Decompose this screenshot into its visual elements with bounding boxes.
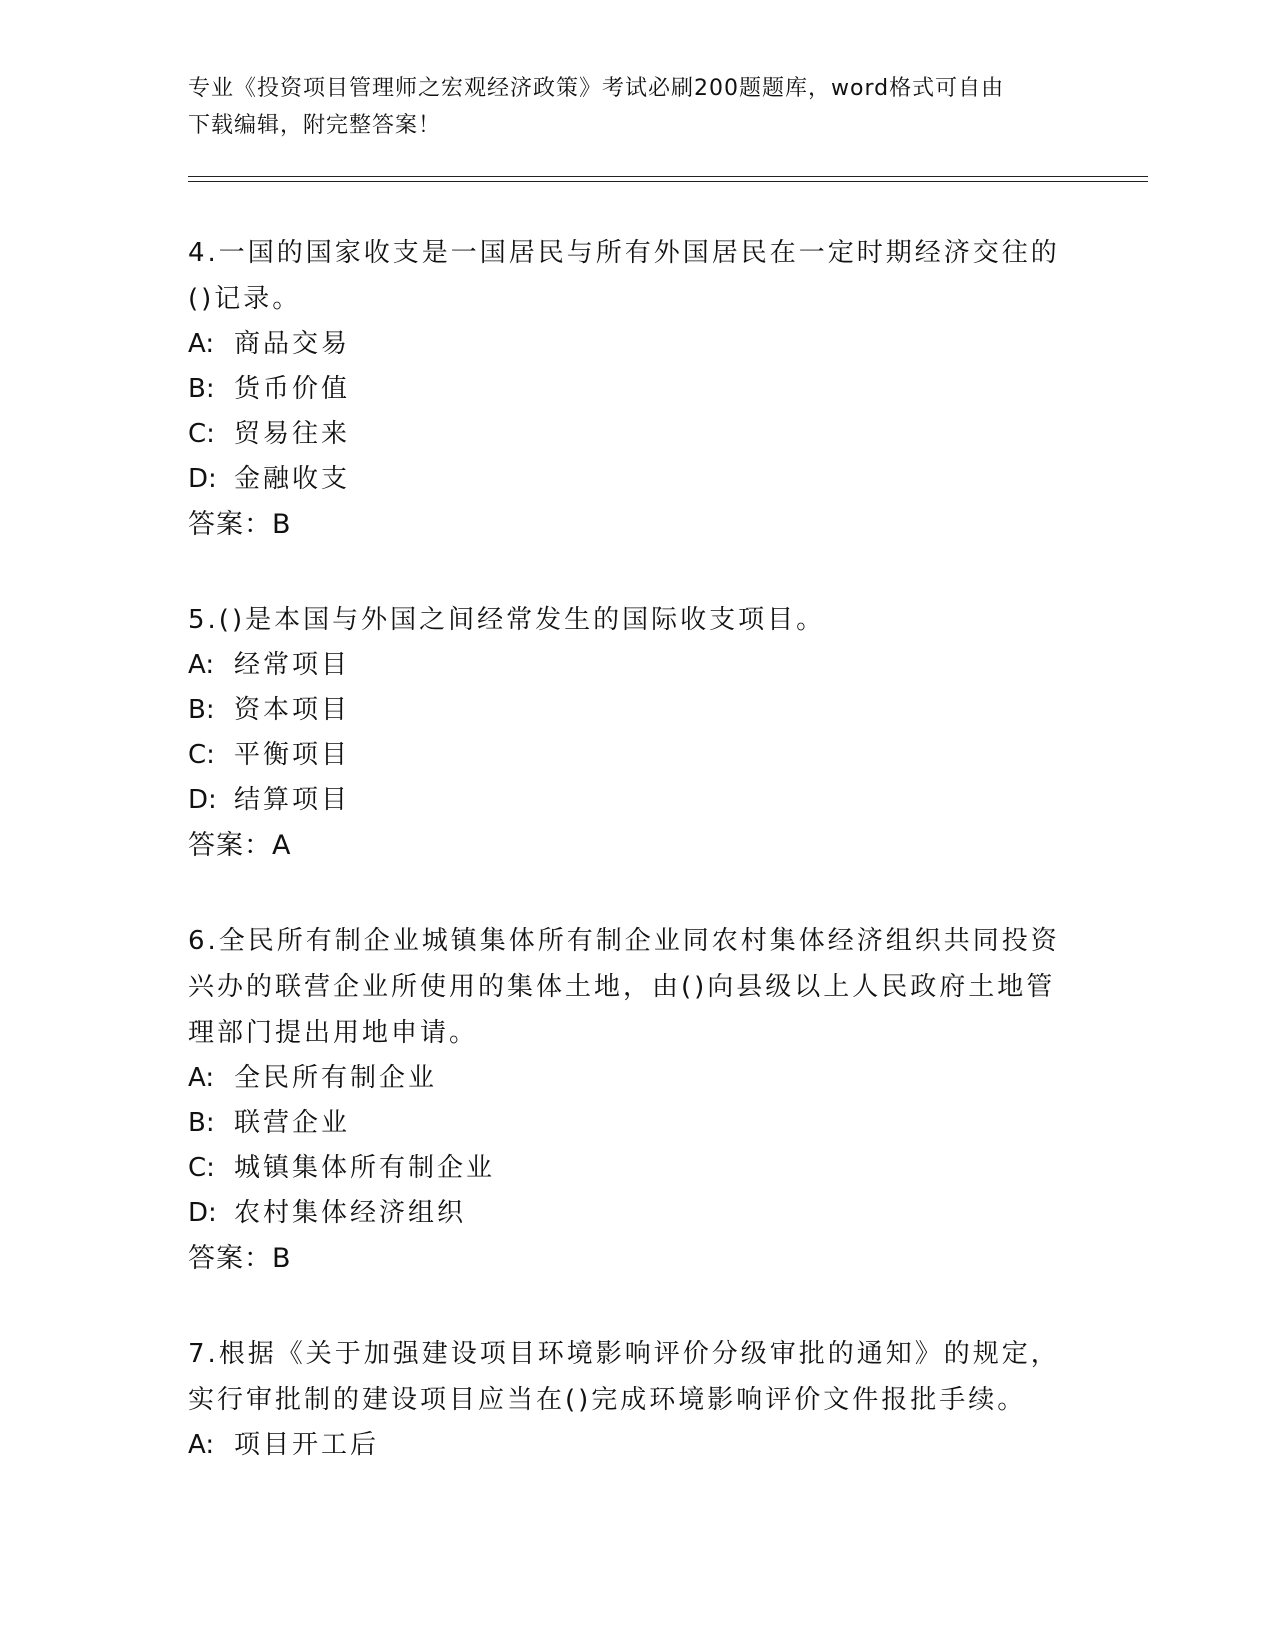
option-letter: B: [188, 1108, 215, 1138]
option-text: 平衡项目 [234, 740, 351, 770]
option-c [188, 733, 1068, 778]
header-divider-top [188, 176, 1148, 177]
option-text: 城镇集体所有制企业 [234, 1153, 496, 1183]
option-letter: A: [188, 329, 215, 359]
option-letter: B: [188, 695, 215, 725]
stem-line: 6.全民所有制企业城镇集体所有制企业同农村集体经济组织共同投资 [188, 926, 1060, 956]
question-stem [188, 918, 1068, 1056]
option-letter: C: [188, 740, 215, 770]
question-list [188, 230, 1068, 1517]
document-header [188, 70, 1088, 144]
option-letter: A: [188, 1430, 215, 1460]
option-text: 商品交易 [234, 329, 351, 359]
answer-line: 答案：B [188, 509, 292, 540]
option-text: 金融收支 [234, 464, 351, 494]
option-text: 货币价值 [234, 374, 351, 404]
option-c [188, 412, 1068, 457]
question-5 [188, 597, 1068, 869]
option-text: 全民所有制企业 [234, 1063, 438, 1093]
option-letter: D: [188, 785, 217, 815]
option-d [188, 778, 1068, 823]
question-4 [188, 230, 1068, 548]
stem-line: 兴办的联营企业所使用的集体土地，由()向县级以上人民政府土地管 [188, 972, 1056, 1002]
answer-line: 答案：B [188, 1243, 292, 1274]
stem-line: 实行审批制的建设项目应当在()完成环境影响评价文件报批手续。 [188, 1385, 1027, 1415]
option-letter: C: [188, 419, 215, 449]
option-a [188, 1056, 1068, 1101]
option-letter: A: [188, 650, 215, 680]
option-text: 经常项目 [234, 650, 351, 680]
option-text: 资本项目 [234, 695, 351, 725]
option-b [188, 1101, 1068, 1146]
option-a [188, 1423, 1068, 1468]
stem-line: 7.根据《关于加强建设项目环境影响评价分级审批的通知》的规定， [188, 1339, 1060, 1369]
option-letter: D: [188, 464, 217, 494]
header-line-2: 下载编辑，附完整答案！ [188, 113, 442, 138]
option-d [188, 457, 1068, 502]
option-b [188, 688, 1068, 733]
question-stem [188, 1331, 1068, 1423]
header-divider-bottom [188, 181, 1148, 182]
option-d [188, 1191, 1068, 1236]
stem-line: 5.()是本国与外国之间经常发生的国际收支项目。 [188, 605, 826, 635]
option-letter: A: [188, 1063, 215, 1093]
option-a [188, 643, 1068, 688]
question-stem [188, 230, 1068, 322]
option-text: 项目开工后 [234, 1430, 380, 1460]
question-7 [188, 1331, 1068, 1468]
option-text: 结算项目 [234, 785, 351, 815]
option-letter: B: [188, 374, 215, 404]
option-text: 联营企业 [234, 1108, 351, 1138]
question-stem [188, 597, 1068, 643]
header-line-1: 专业《投资项目管理师之宏观经济政策》考试必刷200题题库，word格式可自由 [188, 76, 1005, 101]
option-letter: D: [188, 1198, 217, 1228]
option-letter: C: [188, 1153, 215, 1183]
stem-line: ()记录。 [188, 284, 302, 314]
answer-line: 答案：A [188, 830, 292, 861]
option-text: 贸易往来 [234, 419, 351, 449]
stem-line: 4.一国的国家收支是一国居民与所有外国居民在一定时期经济交往的 [188, 238, 1060, 268]
option-b [188, 367, 1068, 412]
question-6 [188, 918, 1068, 1282]
option-c [188, 1146, 1068, 1191]
option-a [188, 322, 1068, 367]
option-text: 农村集体经济组织 [234, 1198, 467, 1228]
stem-line: 理部门提出用地申请。 [188, 1018, 479, 1048]
